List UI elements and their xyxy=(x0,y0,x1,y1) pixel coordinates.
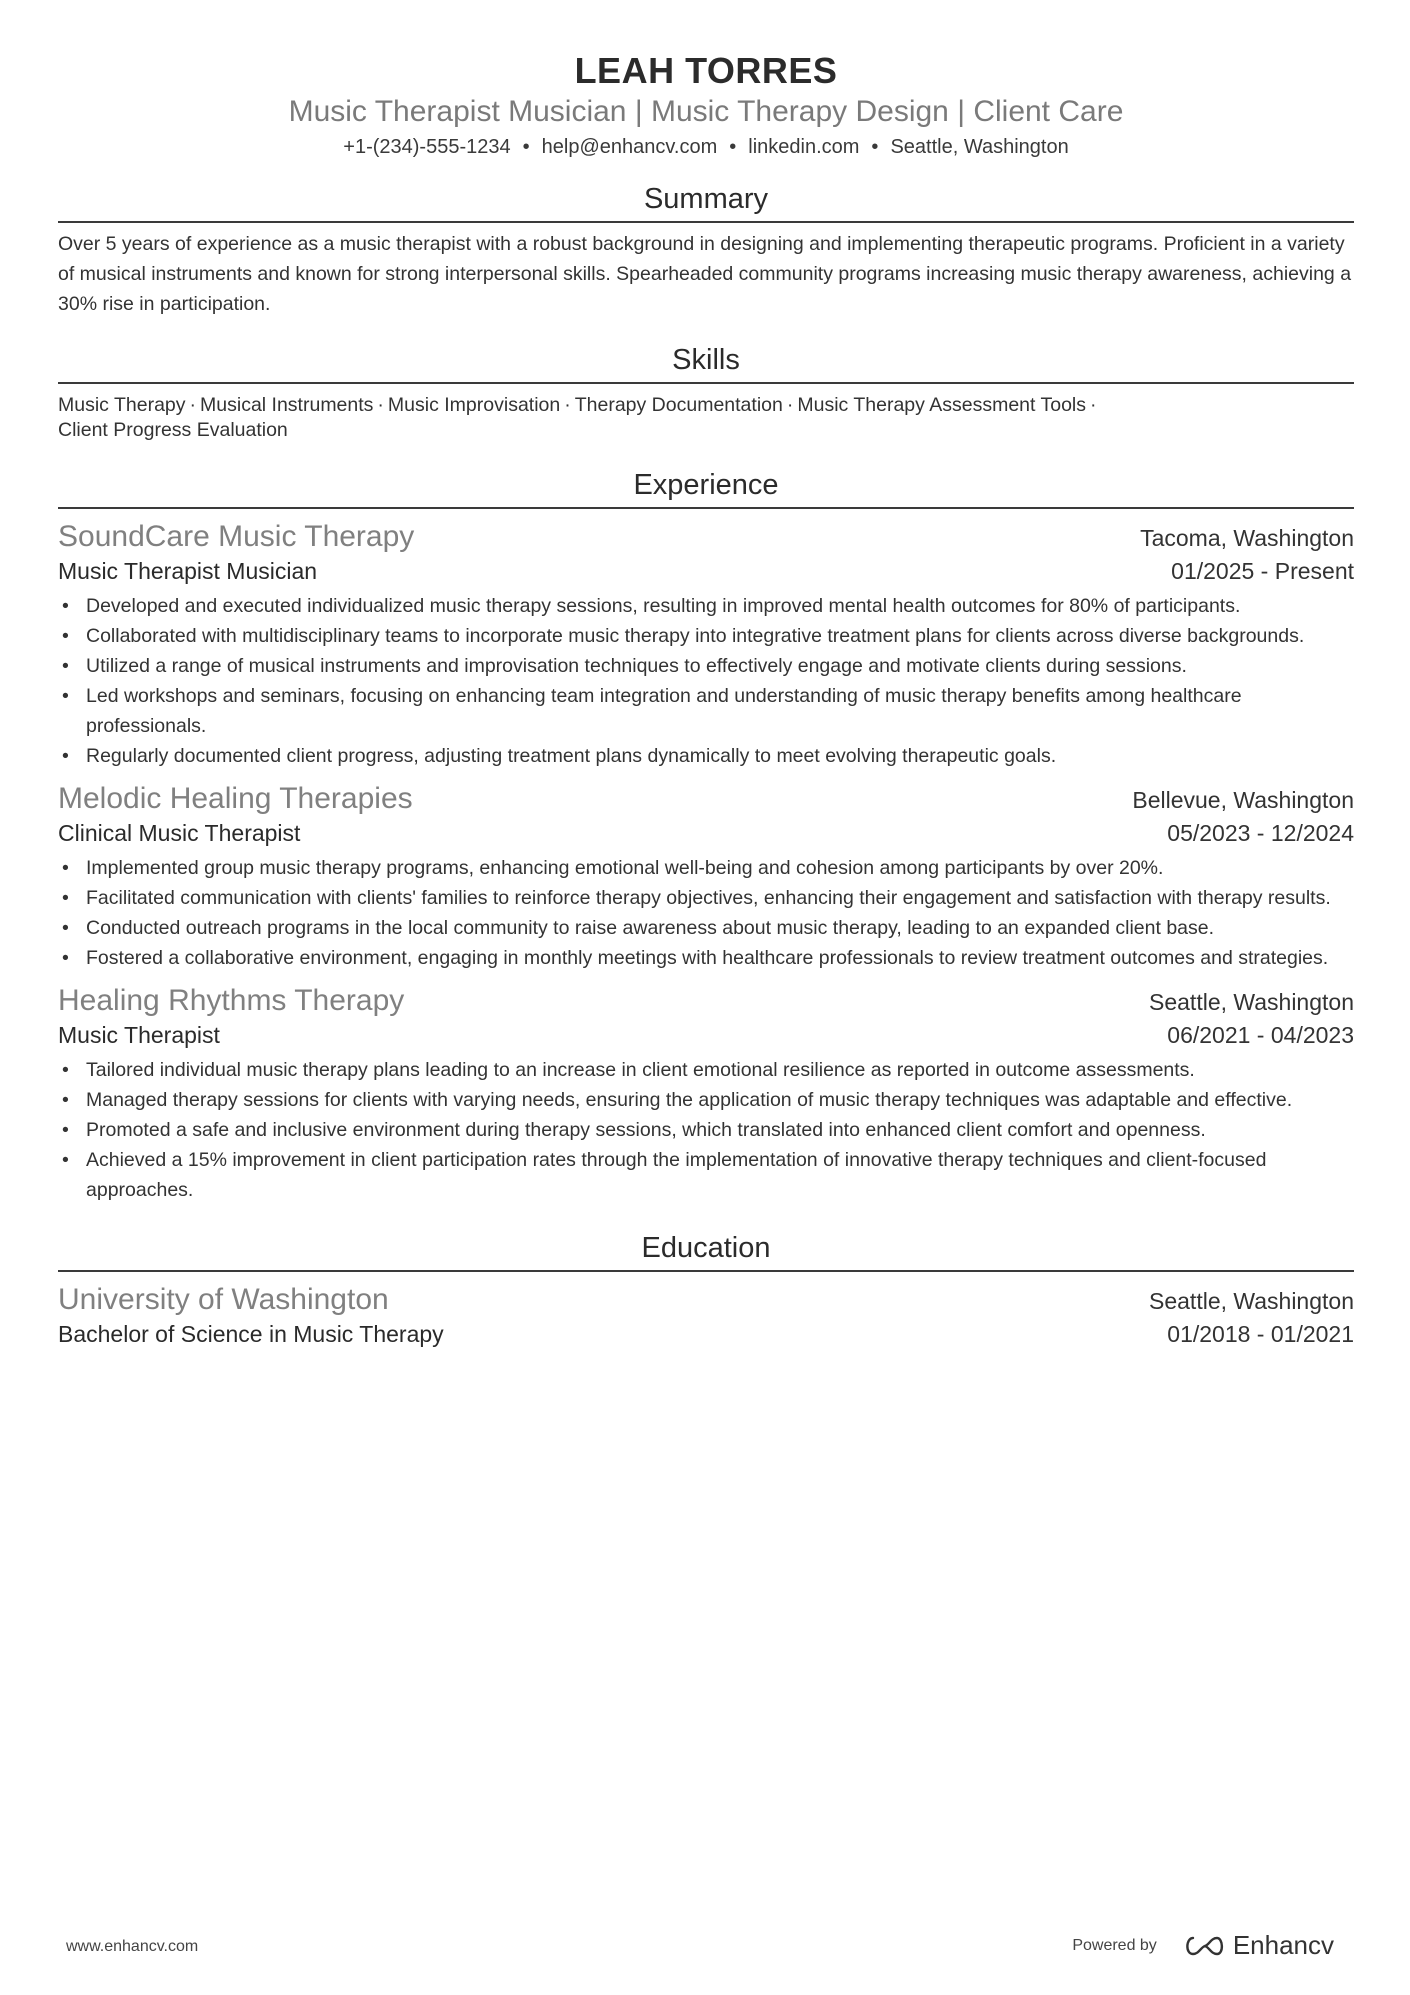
job-location: Tacoma, Washington xyxy=(1140,525,1354,551)
skills-list xyxy=(58,393,1354,443)
job-role: Music Therapist Musician xyxy=(58,558,318,584)
contact-phone: +1-(234)-555-1234 xyxy=(343,136,511,158)
entry-header-row xyxy=(58,1282,1354,1318)
bullet-item: • Managed therapy sessions for clients with varying needs, ensuring the application of music therapy techniques was adaptable and effective. xyxy=(58,1085,1354,1115)
skill-separator: · xyxy=(786,394,794,416)
school-name: University of Washington xyxy=(58,1283,389,1316)
entry-subheader-row xyxy=(58,817,1354,849)
experience-entry xyxy=(58,983,1354,1205)
contact-location: Seattle, Washington xyxy=(890,136,1069,158)
candidate-title: Music Therapist Musician | Music Therapy Design | Client Care xyxy=(288,95,1124,128)
bullet-list xyxy=(58,1055,1354,1205)
bullet-item: • Implemented group music therapy programs, enhancing emotional well-being and cohesion among participants by over 20%. xyxy=(58,853,1354,883)
bullet-list xyxy=(58,591,1354,771)
bullet-item: • Promoted a safe and inclusive environment during therapy sessions, which translated into enhanced client comfort and openness. xyxy=(58,1115,1354,1145)
job-location: Bellevue, Washington xyxy=(1132,787,1354,813)
skill-item: Client Progress Evaluation xyxy=(58,419,288,441)
contact-separator: • xyxy=(871,136,879,158)
skill-item: Music Therapy Assessment Tools xyxy=(797,394,1087,416)
contact-line xyxy=(58,134,1354,160)
summary-text: Over 5 years of experience as a music therapist with a robust background in designing and implementing therapeutic programs. Proficient in a variety of musical instruments and known for strong interpersonal skills. Spearheaded community programs increasing music therapy awareness, achieving a 30% rise in participation. xyxy=(58,233,1352,315)
section-heading-education: Education xyxy=(58,1231,1354,1272)
enhancv-brand-name: Enhancv xyxy=(1232,1930,1334,1960)
bullet-item: • Tailored individual music therapy plans leading to an increase in client emotional resilience as reported in outcome assessments. xyxy=(58,1055,1354,1085)
entry-subheader-row xyxy=(58,1019,1354,1051)
skill-item: Music Therapy xyxy=(58,394,186,416)
experience-entry xyxy=(58,781,1354,973)
job-dates: 01/2025 - Present xyxy=(1171,558,1354,584)
skill-separator: · xyxy=(377,394,384,416)
candidate-name: LEAH TORRES xyxy=(574,50,838,91)
enhancv-logo-icon xyxy=(1183,1934,1227,1958)
entry-header-row xyxy=(58,983,1354,1019)
section-heading-experience: Experience xyxy=(58,468,1354,509)
skill-item: Music Improvisation xyxy=(387,394,561,416)
job-dates: 05/2023 - 12/2024 xyxy=(1167,820,1354,846)
school-location: Seattle, Washington xyxy=(1149,1288,1354,1314)
resume-page xyxy=(58,0,1354,1350)
contact-email[interactable]: help@enhancv.com xyxy=(541,136,718,158)
job-role: Music Therapist xyxy=(58,1022,220,1048)
contact-linkedin[interactable]: linkedin.com xyxy=(748,136,860,158)
entry-header-row xyxy=(58,781,1354,817)
bullet-list xyxy=(58,853,1354,973)
resume-header xyxy=(58,0,1354,160)
company-name: SoundCare Music Therapy xyxy=(58,520,415,553)
powered-by-label: Powered by xyxy=(1072,1936,1157,1954)
entry-subheader-row xyxy=(58,1318,1354,1350)
skill-separator: · xyxy=(564,394,571,416)
entry-subheader-row xyxy=(58,555,1354,587)
bullet-item: • Conducted outreach programs in the local community to raise awareness about music therapy, leading to an expanded client base. xyxy=(58,913,1354,943)
enhancv-brand[interactable] xyxy=(1183,1930,1334,1961)
job-location: Seattle, Washington xyxy=(1149,989,1354,1015)
bullet-item: • Regularly documented client progress, adjusting treatment plans dynamically to meet evolving therapeutic goals. xyxy=(58,741,1354,771)
bullet-item: • Led workshops and seminars, focusing on enhancing team integration and understanding of music therapy benefits among healthcare professionals. xyxy=(58,681,1354,741)
company-name: Melodic Healing Therapies xyxy=(58,782,413,815)
bullet-item: • Fostered a collaborative environment, engaging in monthly meetings with healthcare professionals to review treatment outcomes and strategies. xyxy=(58,943,1354,973)
experience-entry xyxy=(58,519,1354,771)
skill-separator: · xyxy=(189,394,197,416)
bullet-item: • Achieved a 15% improvement in client participation rates through the implementation of innovative therapy techniques and client-focused approaches. xyxy=(58,1145,1354,1205)
bullet-item: • Facilitated communication with clients' families to reinforce therapy objectives, enhancing their engagement and satisfaction with therapy results. xyxy=(58,883,1354,913)
education-dates: 01/2018 - 01/2021 xyxy=(1167,1321,1354,1347)
section-heading-summary: Summary xyxy=(58,182,1354,223)
skill-item: Musical Instruments xyxy=(200,394,374,416)
section-heading-skills: Skills xyxy=(58,343,1354,384)
experience-section xyxy=(58,468,1354,1205)
bullet-item: • Developed and executed individualized music therapy sessions, resulting in improved mental health outcomes for 80% of participants. xyxy=(58,591,1354,621)
bullet-item: • Utilized a range of musical instruments and improvisation techniques to effectively engage and motivate clients during sessions. xyxy=(58,651,1354,681)
contact-separator: • xyxy=(729,136,737,158)
footer-powered-by xyxy=(1072,1930,1334,1961)
company-name: Healing Rhythms Therapy xyxy=(58,984,405,1017)
degree-name: Bachelor of Science in Music Therapy xyxy=(58,1321,444,1347)
skill-item: Therapy Documentation xyxy=(574,394,783,416)
education-entry xyxy=(58,1282,1354,1350)
job-role: Clinical Music Therapist xyxy=(58,820,301,846)
summary-section xyxy=(58,182,1354,319)
entry-header-row xyxy=(58,519,1354,555)
bullet-item: • Collaborated with multidisciplinary teams to incorporate music therapy into integrative treatment plans for clients across diverse backgrounds. xyxy=(58,621,1354,651)
contact-separator: • xyxy=(522,136,530,158)
education-section xyxy=(58,1231,1354,1350)
skills-section xyxy=(58,343,1354,443)
footer-website-link[interactable]: www.enhancv.com xyxy=(66,1938,199,1955)
skill-separator: · xyxy=(1090,394,1097,416)
job-dates: 06/2021 - 04/2023 xyxy=(1167,1022,1354,1048)
